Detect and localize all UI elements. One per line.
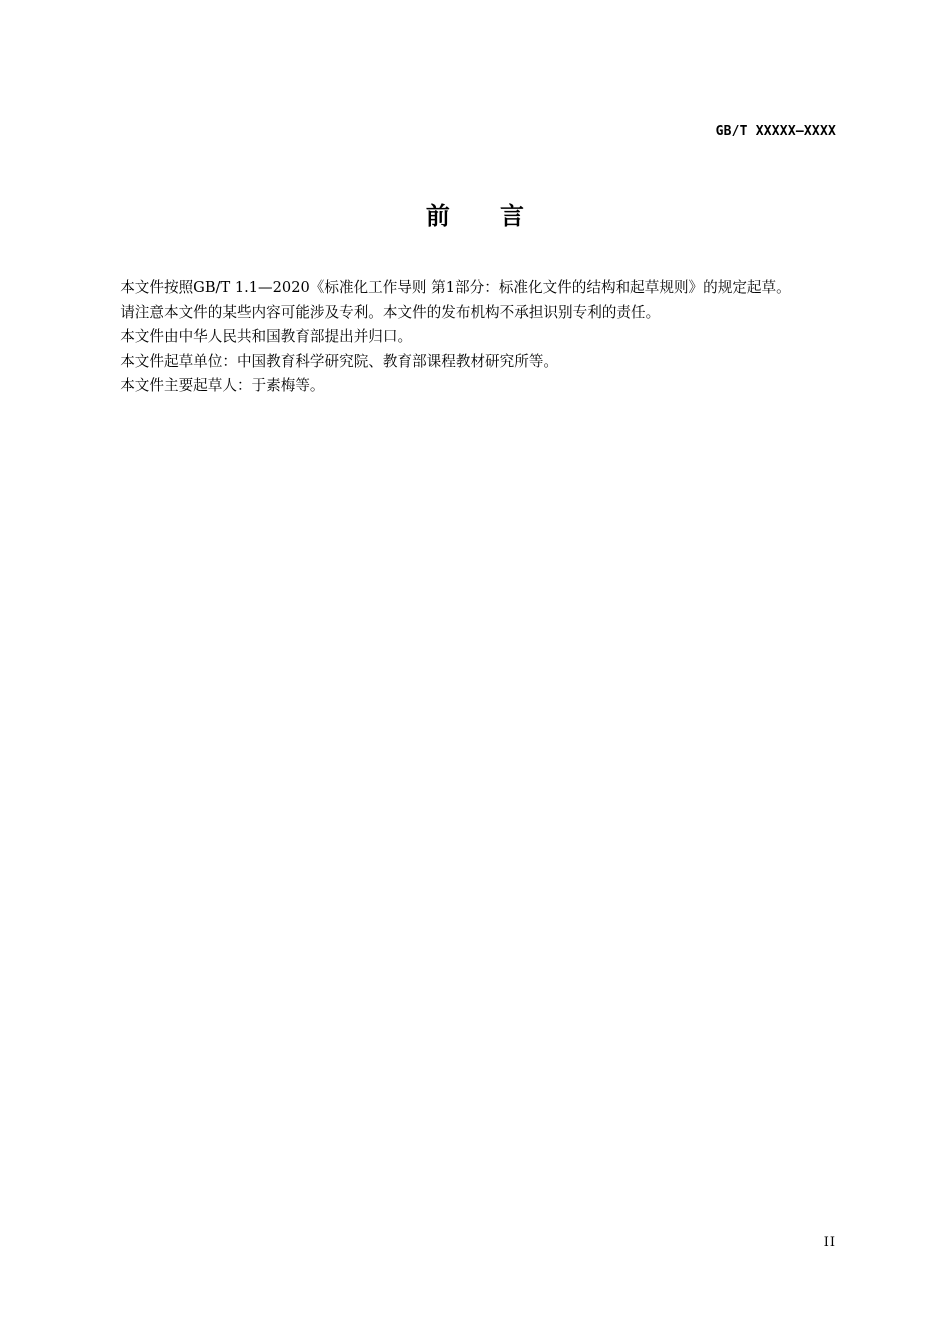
- paragraph-patent-notice: 请注意本文件的某些内容可能涉及专利。本文件的发布机构不承担识别专利的责任。: [120, 303, 661, 321]
- paragraph-proposer: 本文件由中华人民共和国教育部提出并归口。: [120, 328, 413, 345]
- standard-code: GB/T XXXXX—XXXX: [715, 124, 836, 139]
- foreword-body: [91, 276, 837, 399]
- paragraph-drafting-rules: 本文件按照GB/T 1.1—2020《标准化工作导则 第1部分：标准化文件的结构和起草规则》的规定起草。: [120, 279, 791, 296]
- paragraph-drafters: 本文件主要起草人：于素梅等。: [120, 377, 325, 394]
- page-title: 前 言: [425, 202, 525, 230]
- page-number: II: [823, 1235, 836, 1250]
- paragraph-drafting-units: 本文件起草单位：中国教育科学研究院、教育部课程教材研究所等。: [120, 352, 559, 370]
